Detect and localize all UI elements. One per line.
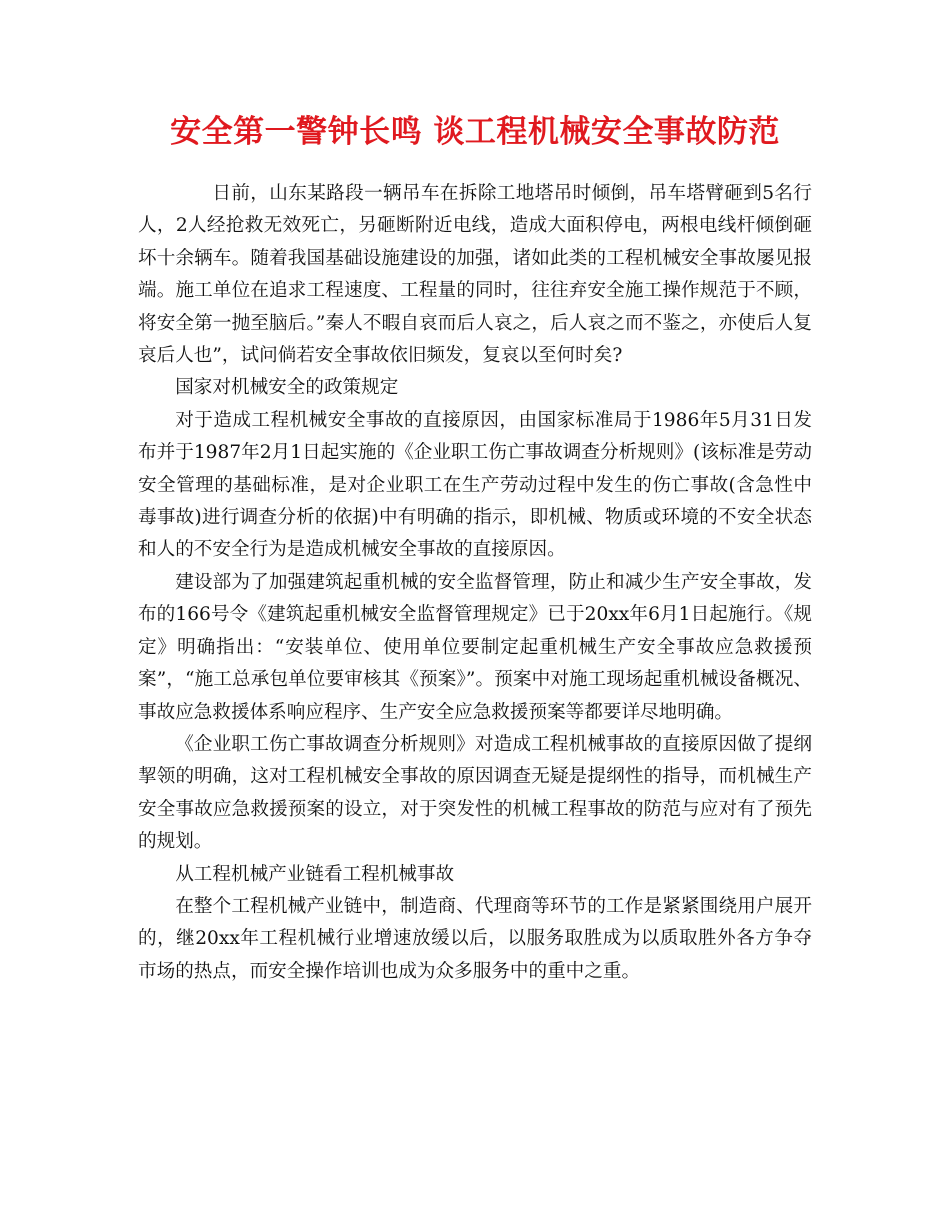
industry-chain-paragraph: 在整个工程机械产业链中，制造商、代理商等环节的工作是紧紧围绕用户展开的，继20xx年工程机械行业增速放缓以后，以服务取胜成为以质取胜外各方争夺市场的热点，而安全操作培训也成为众多服务中的重中之重。 <box>138 895 812 982</box>
policy-paragraph-1: 对于造成工程机械安全事故的直接原因，由国家标准局于1986年5月31日发布并于1987年2月1日起实施的《企业职工伤亡事故调查分析规则》(该标准是劳动安全管理的基础标准，是对企业职工在生产劳动过程中发生的伤亡事故(含急性中毒事故)进行调查分析的依据)中有明确的指示，即机械、物质或环境的不安全状态和人的不安全行为是造成机械安全事故的直接原因。 <box>138 409 812 561</box>
policy-paragraph-3: 《企业职工伤亡事故调查分析规则》对造成工程机械事故的直接原因做了提纲挈领的明确，这对工程机械安全事故的原因调查无疑是提纲性的指导，而机械生产安全事故应急救援预案的设立，对于突发性的机械工程事故的防范与应对有了预先的规划。 <box>138 733 812 853</box>
section-heading-policy: 国家对机械安全的政策规定 <box>175 377 399 399</box>
section-heading-industry-chain: 从工程机械产业链看工程机械事故 <box>175 863 455 885</box>
intro-paragraph: 日前，山东某路段一辆吊车在拆除工地塔吊时倾倒，吊车塔臂砸到5名行人，2人经抢救无效死亡，另砸断附近电线，造成大面积停电，两根电线杆倾倒砸坏十余辆车。随着我国基础设施建设的加强，诸如此类的工程机械安全事故屡见报端。施工单位在追求工程速度、工程量的同时，往往弃安全施工操作规范于不顾，将安全第一抛至脑后。”秦人不暇自哀而后人哀之，后人哀之而不鉴之，亦使后人复哀后人也”，试问倘若安全事故依旧频发，复哀以至何时矣? <box>138 183 812 367</box>
document-title: 安全第一警钟长鸣 谈工程机械安全事故防范 <box>170 114 780 150</box>
policy-paragraph-2: 建设部为了加强建筑起重机械的安全监督管理，防止和减少生产安全事故，发布的166号令《建筑起重机械安全监督管理规定》已于20xx年6月1日起施行。《规定》明确指出：“安装单位、使用单位要制定起重机械生产安全事故应急救援预案”，“施工总承包单位要审核其《预案》”。预案中对施工现场起重机械设备概况、事故应急救援体系响应程序、生产安全应急救援预案等都要详尽地明确。 <box>138 571 812 723</box>
